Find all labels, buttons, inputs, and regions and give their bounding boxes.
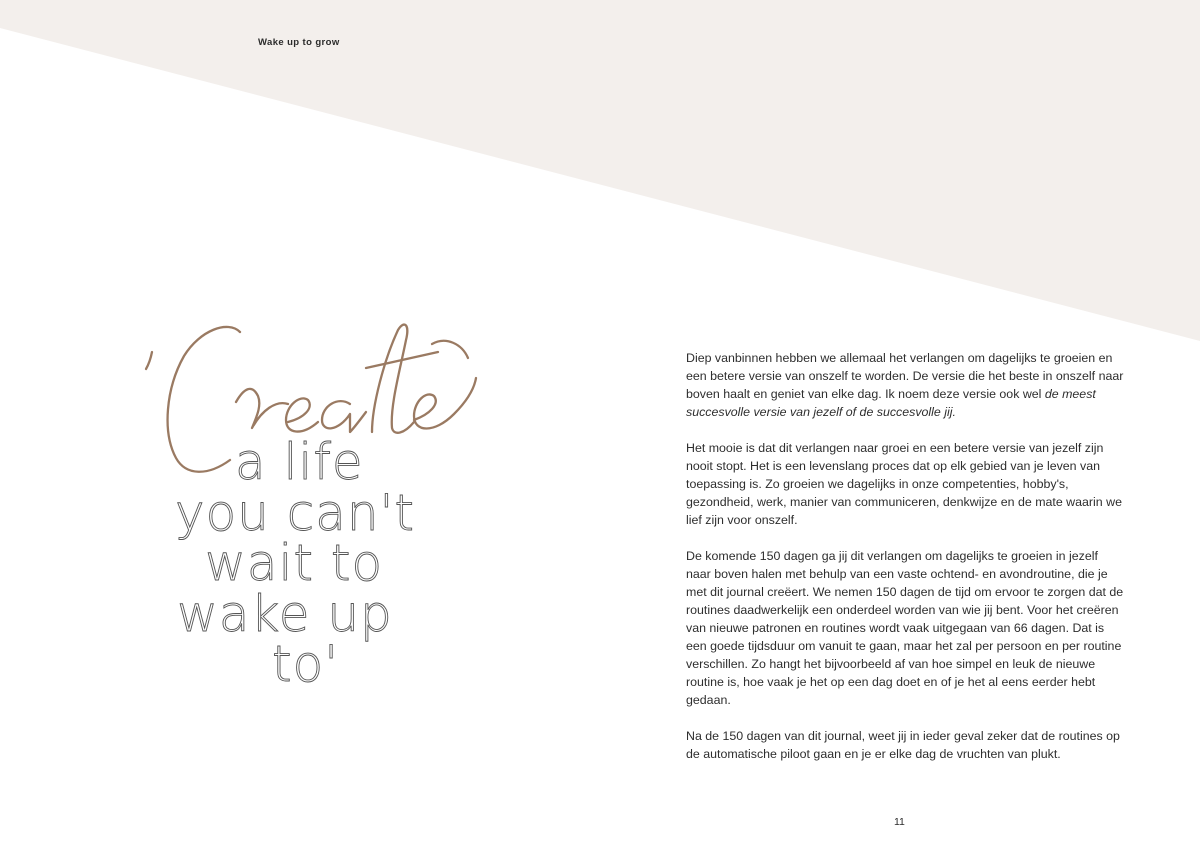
paragraph-1-italic: de meest succesvolle versie van jezelf of de succesvolle jij. <box>686 387 1096 419</box>
body-text <box>686 349 1126 781</box>
page-number: 11 <box>894 816 905 828</box>
quote-line-3: wait to <box>205 534 384 592</box>
quote-line-1: a life <box>235 433 364 491</box>
paragraph-3: De komende 150 dagen ga jij dit verlangen om dagelijks te groeien in jezelf naar boven halen met behulp van een vaste ochtend- en avondroutine, die je met dit journal creëert. We nemen 150 dagen de tijd om ervoor te zorgen dat de routines daadwerkelijk een onderdeel worden van wie jij bent. Voor het creëren van nieuwe patronen en routines wordt vaak uitgegaan van 66 dagen. Dat is een goede tijdsduur om vanuit te gaan, maar het zal per persoon en per routine verschillen. Zo hangt het bijvoorbeeld af van hoe simpel en leuk de nieuwe routine is, hoe vaak je het op een dag doet en of je het al eens eerder hebt gedaan. <box>686 549 1124 707</box>
quote-line-5: to' <box>272 635 339 693</box>
pull-quote <box>120 310 480 710</box>
quote-line-4: wake up <box>177 585 393 643</box>
paragraph-2: Het mooie is dat dit verlangen naar groei en een betere versie van jezelf zijn nooit stopt. Het is een levenslang proces dat op elk gebied van je leven van toepassing is. Zo groeien we dagelijks in onze competenties, hobby's, gezondheid, werk, manier van communiceren, denkwijze en de mate waarin we lief zijn voor onszelf. <box>686 441 1122 527</box>
quote-line-2: you can't <box>175 484 415 542</box>
paragraph-1 <box>686 349 1126 421</box>
running-header: Wake up to grow <box>258 37 340 48</box>
paragraph-4: Na de 150 dagen van dit journal, weet jij in ieder geval zeker dat de routines op de automatische piloot gaan en je er elke dag de vruchten van plukt. <box>686 729 1120 761</box>
paragraph-1-text: Diep vanbinnen hebben we allemaal het verlangen om dagelijks te groeien en een betere versie van onszelf te worden. De versie die het beste in onszelf naar boven haalt en geniet van elke dag. Ik noem deze versie ook wel <box>686 351 1124 401</box>
